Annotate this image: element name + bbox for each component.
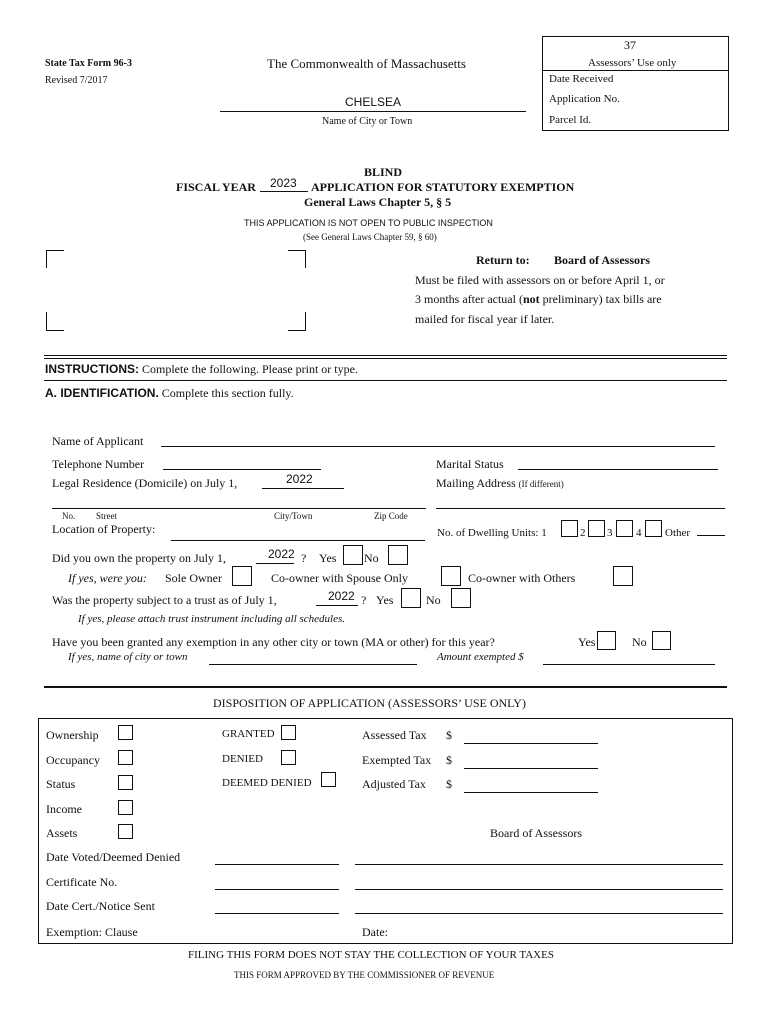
footer-line2: THIS FORM APPROVED BY THE COMMISSIONER OF REVENUE — [234, 970, 495, 980]
disposition-rule — [44, 686, 727, 688]
date-label: Date: — [362, 925, 388, 939]
own-yes-checkbox[interactable] — [343, 545, 363, 565]
application-no-label[interactable]: Application No. — [549, 93, 620, 105]
window-mark-br-h — [288, 330, 306, 331]
trust-no-checkbox[interactable] — [451, 588, 471, 608]
window-mark-tl-v — [46, 250, 47, 268]
filing-deadline-line2: 3 months after actual (not preliminary) tax bills are — [415, 292, 662, 306]
legal-residence-label: Legal Residence (Domicile) on July 1, — [52, 476, 238, 490]
fiscal-year-value[interactable]: 2023 — [270, 176, 297, 190]
trust-yes-checkbox[interactable] — [401, 588, 421, 608]
status-label: Status — [46, 777, 76, 791]
fiscal-year-underline — [260, 191, 308, 192]
own-no-label: No — [364, 551, 379, 565]
certificate-no-label: Certificate No. — [46, 875, 118, 889]
granted-label: GRANTED — [222, 728, 275, 740]
dwelling-4-checkbox[interactable] — [645, 520, 662, 537]
certificate-no-line[interactable] — [215, 889, 339, 890]
denied-label: DENIED — [222, 753, 263, 765]
dwelling-other-label: Other — [665, 527, 691, 539]
income-checkbox[interactable] — [118, 800, 133, 815]
form-id: State Tax Form 96-3 — [45, 58, 132, 69]
board-assessors-label: Board of Assessors — [490, 826, 582, 840]
date-cert-notice-label: Date Cert./Notice Sent — [46, 899, 155, 913]
dwelling-3-label: 3 — [607, 527, 613, 539]
revised-date: Revised 7/2017 — [45, 75, 108, 86]
co-owner-spouse-checkbox[interactable] — [441, 566, 461, 586]
window-mark-tr-v — [305, 250, 306, 268]
status-checkbox[interactable] — [118, 775, 133, 790]
zip-label: Zip Code — [374, 511, 408, 521]
trust-no-label: No — [426, 593, 441, 607]
dwelling-4-label: 4 — [636, 527, 642, 539]
fiscal-year-suffix: APPLICATION FOR STATUTORY EXEMPTION — [311, 180, 575, 194]
trust-note: If yes, please attach trust instrument including all schedules. — [78, 613, 346, 625]
own-property-year[interactable]: 2022 — [268, 547, 295, 561]
adjusted-tax-dollar: $ — [446, 777, 452, 791]
assessed-tax-line[interactable] — [464, 743, 598, 744]
assessed-tax-label: Assessed Tax — [362, 728, 427, 742]
city-underline — [220, 111, 526, 112]
exempted-tax-dollar: $ — [446, 753, 452, 767]
assessors-use-title: Assessors’ Use only — [588, 57, 677, 69]
no-label: No. — [62, 511, 76, 521]
window-mark-tr-h — [288, 250, 306, 251]
co-owner-spouse-label: Co-owner with Spouse Only — [271, 571, 408, 585]
residence-address-line[interactable] — [52, 508, 426, 509]
date-voted-label: Date Voted/Deemed Denied — [46, 850, 181, 864]
trust-yes-label: Yes — [376, 593, 394, 607]
occupancy-checkbox[interactable] — [118, 750, 133, 765]
date-cert-notice-line[interactable] — [215, 913, 339, 914]
exemption-clause-label: Exemption: Clause — [46, 925, 138, 939]
signature-line-3[interactable] — [355, 913, 723, 914]
mailing-address-line[interactable] — [436, 508, 725, 509]
other-no-label: No — [632, 635, 647, 649]
sole-owner-label: Sole Owner — [165, 571, 222, 585]
ownership-label: Ownership — [46, 728, 99, 742]
trust-year-line — [316, 605, 358, 606]
deemed-denied-label: DEEMED DENIED — [222, 777, 312, 789]
window-mark-tl-h — [46, 250, 64, 251]
street-label: Street — [96, 511, 117, 521]
dwelling-1-checkbox[interactable] — [561, 520, 578, 537]
fiscal-year-prefix: FISCAL YEAR — [176, 180, 256, 194]
denied-checkbox[interactable] — [281, 750, 296, 765]
ownership-checkbox[interactable] — [118, 725, 133, 740]
name-applicant-line[interactable] — [161, 446, 715, 447]
deemed-denied-checkbox[interactable] — [321, 772, 336, 787]
filing-deadline-line3: mailed for fiscal year if later. — [415, 312, 555, 326]
occupancy-label: Occupancy — [46, 753, 100, 767]
instructions-rule-top2 — [44, 358, 727, 359]
not-public-notice: THIS APPLICATION IS NOT OPEN TO PUBLIC INSPECTION — [244, 218, 493, 228]
assets-checkbox[interactable] — [118, 824, 133, 839]
location-property-label: Location of Property: — [52, 522, 156, 536]
date-voted-line[interactable] — [215, 864, 339, 865]
legal-residence-line[interactable] — [262, 488, 344, 489]
adjusted-tax-label: Adjusted Tax — [362, 777, 426, 791]
telephone-line[interactable] — [163, 469, 321, 470]
mailing-address-label: Mailing Address (If different) — [436, 476, 564, 490]
amount-exempted-label: Amount exempted $ — [437, 651, 524, 663]
section-a-heading: A. IDENTIFICATION. Complete this section fully. — [45, 386, 294, 400]
assessed-tax-dollar: $ — [446, 728, 452, 742]
other-yes-label: Yes — [578, 635, 596, 649]
telephone-label: Telephone Number — [52, 457, 145, 471]
other-exemption-question: Have you been granted any exemption in any other city or town (MA or other) for this year? — [52, 635, 495, 649]
signature-line-1[interactable] — [355, 864, 723, 865]
co-owner-others-label: Co-owner with Others — [468, 571, 576, 585]
marital-status-label: Marital Status — [436, 457, 504, 471]
window-mark-bl-h — [46, 330, 64, 331]
return-to-label: Return to: — [476, 253, 530, 267]
trust-question: Was the property subject to a trust as of July 1, — [52, 593, 277, 607]
dwelling-other-line[interactable] — [697, 535, 725, 536]
other-yes-checkbox[interactable] — [597, 631, 616, 650]
assessor-number: 37 — [624, 38, 636, 52]
other-city-line[interactable] — [209, 664, 417, 665]
own-no-checkbox[interactable] — [388, 545, 408, 565]
sole-owner-checkbox[interactable] — [232, 566, 252, 586]
amount-exempted-line[interactable] — [543, 664, 715, 665]
window-mark-bl-v — [46, 312, 47, 330]
title-blind: BLIND — [364, 165, 403, 179]
dwelling-units-label: No. of Dwelling Units: 1 — [437, 527, 547, 539]
see-law-notice: (See General Laws Chapter 59, § 60) — [303, 232, 437, 242]
city-value[interactable]: CHELSEA — [345, 95, 402, 109]
adjusted-tax-line[interactable] — [464, 792, 598, 793]
trust-qmark: ? — [361, 593, 367, 607]
disposition-title: DISPOSITION OF APPLICATION (ASSESSORS’ USE ONLY) — [213, 696, 526, 710]
if-yes-were-you: If yes, were you: — [68, 571, 147, 585]
location-property-line[interactable] — [171, 540, 425, 541]
instructions-rule-top1 — [44, 355, 727, 356]
return-to-board: Board of Assessors — [554, 253, 651, 267]
signature-line-2[interactable] — [355, 889, 723, 890]
parcel-id-label[interactable]: Parcel Id. — [549, 114, 592, 126]
instructions-rule-bottom — [44, 380, 727, 381]
city-town-label: City/Town — [274, 511, 313, 521]
other-no-checkbox[interactable] — [652, 631, 671, 650]
own-yes-label: Yes — [319, 551, 337, 565]
legal-residence-year[interactable]: 2022 — [286, 472, 313, 486]
footer-line1: FILING THIS FORM DOES NOT STAY THE COLLECTION OF YOUR TAXES — [188, 949, 554, 961]
if-yes-name-city: If yes, name of city or town — [68, 651, 188, 663]
exempted-tax-label: Exempted Tax — [362, 753, 432, 767]
city-caption: Name of City or Town — [322, 116, 413, 127]
co-owner-others-checkbox[interactable] — [613, 566, 633, 586]
granted-checkbox[interactable] — [281, 725, 296, 740]
trust-year[interactable]: 2022 — [328, 589, 355, 603]
own-year-line — [256, 563, 294, 564]
window-mark-br-v — [305, 312, 306, 330]
income-label: Income — [46, 802, 82, 816]
assessor-box-divider — [542, 70, 728, 71]
assets-label: Assets — [46, 826, 78, 840]
commonwealth-title: The Commonwealth of Massachusetts — [267, 56, 466, 71]
filing-deadline-line1: Must be filed with assessors on or before April 1, or — [415, 273, 665, 287]
exempted-tax-line[interactable] — [464, 768, 598, 769]
dwelling-2-checkbox[interactable] — [588, 520, 605, 537]
name-applicant-label: Name of Applicant — [52, 434, 144, 448]
instructions: INSTRUCTIONS: Complete the following. Please print or type. — [45, 362, 358, 376]
own-property-question: Did you own the property on July 1, — [52, 551, 226, 565]
marital-status-line[interactable] — [518, 469, 718, 470]
dwelling-3-checkbox[interactable] — [616, 520, 633, 537]
own-qmark: ? — [301, 551, 307, 565]
date-received-label[interactable]: Date Received — [549, 73, 614, 85]
law-reference: General Laws Chapter 5, § 5 — [304, 195, 452, 209]
dwelling-2-label: 2 — [580, 527, 586, 539]
